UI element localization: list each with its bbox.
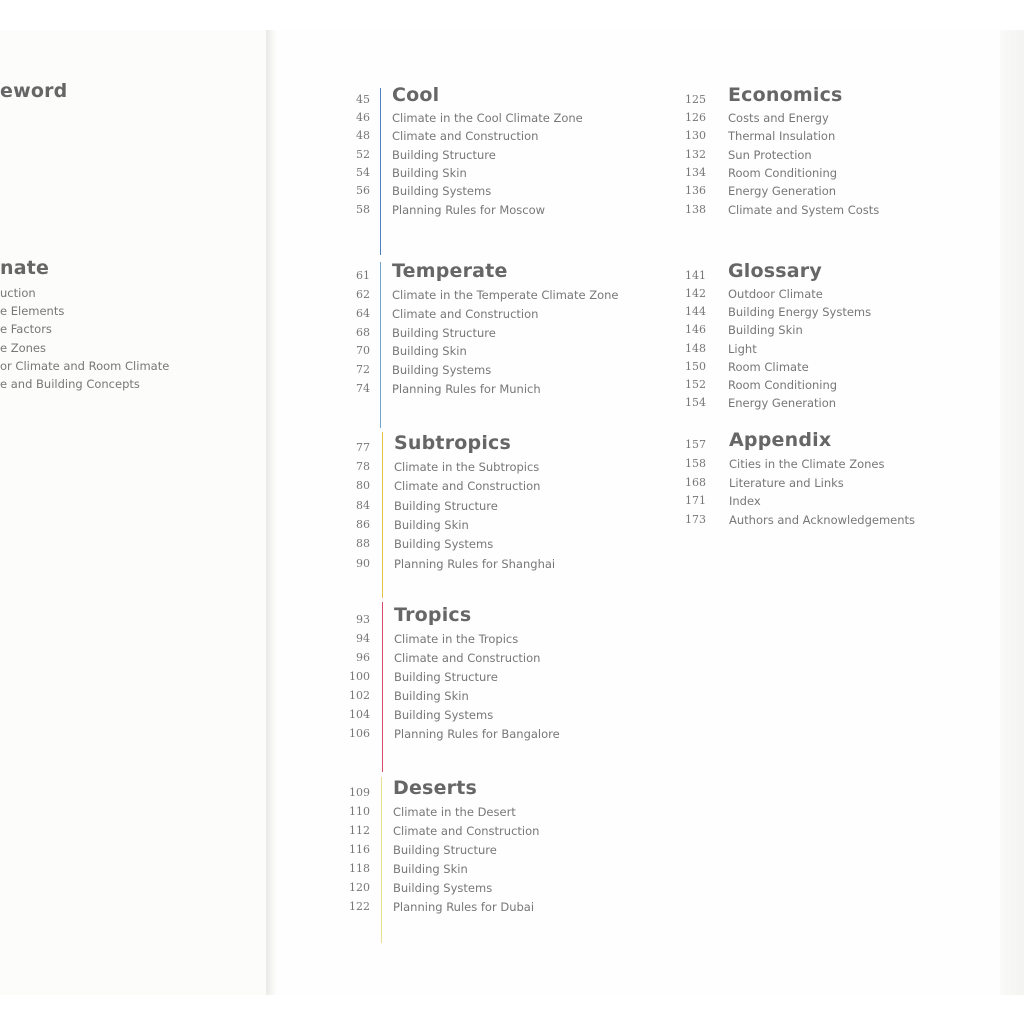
entry-page-number: 138 [685, 202, 706, 216]
toc-entry [330, 166, 650, 184]
toc-entry [330, 689, 650, 707]
toc-entry [330, 203, 650, 221]
toc-entry [666, 396, 986, 414]
entry-label: Climate in the Temperate Climate Zone [392, 288, 619, 302]
section-title: Subtropics [394, 432, 512, 454]
toc-entry [330, 382, 650, 400]
entry-label: Building Skin [394, 689, 469, 703]
entry-page-number: 116 [349, 842, 370, 856]
toc-entry [330, 708, 650, 726]
entry-label: Planning Rules for Shanghai [394, 556, 556, 571]
toc-entry [666, 323, 986, 341]
entry-page-number: 112 [349, 823, 370, 837]
toc-entry [666, 342, 986, 360]
section-title: Economics [728, 84, 843, 106]
entry-label: Building Energy Systems [728, 305, 872, 320]
toc-entry [666, 360, 986, 378]
entry-page-number: 126 [685, 111, 706, 124]
entry-label: Climate in the Cool Climate Zone [392, 111, 583, 125]
entry-page-number: 152 [685, 378, 706, 391]
entry-page-number: 52 [356, 147, 370, 161]
toc-entry [330, 537, 650, 555]
foreword-heading: eword [0, 80, 68, 102]
entry-label: Literature and Links [729, 475, 844, 490]
entry-label: Climate in the Desert [393, 805, 516, 819]
toc-entry [666, 203, 986, 221]
toc-entry [330, 881, 650, 899]
entry-label: Planning Rules for Moscow [392, 202, 546, 217]
entry-page-number: 150 [685, 359, 706, 373]
toc-entry [330, 307, 650, 325]
entry-label: Energy Generation [728, 184, 837, 199]
section-page-number: 109 [349, 786, 370, 799]
section-page-number: 77 [356, 441, 370, 454]
toc-entry [666, 305, 986, 323]
climate-heading: nate [0, 257, 50, 279]
toc-entry [666, 287, 986, 305]
toc-entry [330, 824, 650, 842]
entry-page-number: 120 [349, 880, 370, 894]
entry-label: Building Structure [392, 325, 496, 340]
entry-label: Building Structure [394, 498, 498, 513]
entry-label: Climate and Construction [392, 306, 539, 321]
entry-label: Sun Protection [728, 147, 812, 162]
entry-label: Building Structure [394, 670, 498, 684]
toc-entry [666, 184, 986, 202]
entry-page-number: 54 [356, 165, 370, 179]
entry-label: Climate in the Subtropics [394, 460, 540, 474]
entry-page-number: 64 [356, 306, 370, 320]
entry-page-number: 62 [356, 288, 370, 301]
entry-page-number: 148 [685, 341, 706, 355]
entry-label: Climate and System Costs [728, 202, 880, 217]
left-page [0, 30, 268, 995]
list-item: or Climate and Room Climate [0, 358, 170, 373]
entry-page-number: 154 [685, 396, 706, 410]
section-page-number: 45 [356, 93, 370, 106]
section-title: Deserts [393, 777, 478, 799]
section-page-number: 61 [356, 269, 370, 282]
entry-page-number: 173 [685, 513, 706, 527]
entry-label: Authors and Acknowledgements [729, 513, 916, 528]
toc-entry [330, 843, 650, 861]
toc-entry [666, 378, 986, 396]
climate-contents-list [0, 284, 169, 393]
entry-label: Energy Generation [728, 396, 837, 411]
section-page-number: 157 [685, 438, 706, 451]
entry-label: Building Skin [392, 165, 467, 180]
toc-entry [330, 111, 650, 129]
entry-label: Climate and Construction [393, 823, 540, 838]
entry-page-number: 144 [685, 305, 706, 319]
entry-page-number: 88 [356, 537, 370, 551]
section-page-number: 93 [356, 613, 370, 626]
entry-label: Building Skin [728, 323, 803, 338]
section-page-number: 125 [685, 93, 706, 106]
entry-page-number: 78 [356, 460, 370, 473]
toc-entry [330, 479, 650, 497]
entry-page-number: 146 [685, 323, 706, 337]
entry-page-number: 46 [356, 111, 370, 124]
list-item: e and Building Concepts [0, 376, 140, 391]
entry-page-number: 70 [356, 344, 370, 358]
list-item: e Zones [0, 340, 46, 355]
entry-page-number: 48 [356, 129, 370, 143]
section-title: Cool [392, 84, 440, 106]
entry-page-number: 74 [356, 382, 370, 395]
entry-page-number: 106 [349, 727, 370, 740]
toc-entry [330, 632, 650, 650]
book-gutter [266, 30, 276, 995]
entry-label: Building Systems [393, 880, 493, 895]
toc-entry [330, 499, 650, 517]
entry-label: Planning Rules for Bangalore [394, 727, 560, 741]
entry-label: Building Systems [394, 708, 494, 722]
toc-entry [666, 494, 986, 512]
entry-page-number: 102 [349, 689, 370, 702]
entry-label: Room Climate [728, 359, 809, 374]
entry-page-number: 80 [356, 479, 370, 493]
entry-label: Room Conditioning [728, 378, 838, 392]
toc-entry [666, 513, 986, 531]
entry-label: Planning Rules for Dubai [393, 899, 535, 914]
entry-label: Building Systems [392, 363, 492, 378]
toc-entry [666, 111, 986, 129]
entry-page-number: 130 [685, 129, 706, 143]
entry-page-number: 72 [356, 363, 370, 377]
entry-label: Building Structure [392, 147, 496, 162]
section-title: Tropics [394, 604, 472, 626]
toc-entry [330, 184, 650, 202]
toc-entry [330, 651, 650, 669]
entry-page-number: 134 [685, 165, 706, 179]
entry-page-number: 84 [356, 498, 370, 512]
toc-entry [330, 148, 650, 166]
entry-page-number: 94 [356, 632, 370, 645]
entry-page-number: 171 [685, 494, 706, 508]
toc-entry [330, 288, 650, 306]
toc-entry [330, 518, 650, 536]
list-item: e Factors [0, 322, 52, 337]
entry-label: Building Skin [393, 861, 468, 876]
entry-label: Light [728, 341, 757, 356]
entry-page-number: 104 [349, 708, 370, 721]
entry-page-number: 58 [356, 202, 370, 216]
entry-label: Room Conditioning [728, 165, 838, 180]
entry-label: Outdoor Climate [728, 287, 823, 301]
toc-entry [330, 670, 650, 688]
entry-label: Building Skin [392, 344, 467, 359]
toc-entry [330, 727, 650, 745]
entry-page-number: 86 [356, 517, 370, 531]
entry-label: Index [729, 494, 761, 509]
list-item: uction [0, 286, 36, 300]
section-page-number: 141 [685, 269, 706, 282]
section-title: Temperate [392, 260, 508, 282]
entry-page-number: 56 [356, 184, 370, 198]
toc-entry [330, 326, 650, 344]
section-title: Glossary [728, 260, 822, 282]
toc-entry [330, 900, 650, 918]
entry-label: Building Skin [394, 517, 469, 532]
entry-page-number: 122 [349, 899, 370, 913]
entry-page-number: 142 [685, 287, 706, 300]
toc-entry [330, 363, 650, 381]
list-item: e Elements [0, 304, 65, 319]
entry-label: Building Systems [394, 537, 494, 552]
section-title: Appendix [729, 429, 832, 451]
toc-entry [330, 129, 650, 147]
toc-entry [330, 557, 650, 575]
toc-entry [666, 166, 986, 184]
toc-entry [330, 862, 650, 880]
entry-label: Climate and Construction [394, 479, 541, 494]
toc-entry [666, 457, 986, 475]
entry-page-number: 100 [349, 670, 370, 683]
entry-label: Planning Rules for Munich [392, 382, 541, 396]
page-edge [1000, 30, 1024, 995]
entry-page-number: 168 [685, 475, 706, 489]
entry-label: Costs and Energy [728, 111, 829, 125]
toc-entry [330, 460, 650, 478]
toc-entry [666, 148, 986, 166]
toc-entry [666, 476, 986, 494]
entry-page-number: 90 [356, 556, 370, 570]
entry-page-number: 158 [685, 457, 706, 470]
entry-label: Climate in the Tropics [394, 632, 519, 646]
entry-label: Thermal Insulation [728, 129, 836, 144]
toc-entry [330, 805, 650, 823]
toc-entry [666, 129, 986, 147]
toc-entry [330, 344, 650, 362]
entry-label: Building Systems [392, 184, 492, 199]
entry-page-number: 136 [685, 184, 706, 198]
entry-label: Building Structure [393, 842, 497, 857]
entry-page-number: 68 [356, 325, 370, 339]
entry-page-number: 96 [356, 651, 370, 664]
entry-label: Cities in the Climate Zones [729, 457, 885, 471]
entry-page-number: 118 [349, 861, 370, 875]
entry-page-number: 110 [349, 805, 370, 818]
entry-label: Climate and Construction [394, 651, 541, 665]
entry-label: Climate and Construction [392, 129, 539, 144]
entry-page-number: 132 [685, 147, 706, 161]
